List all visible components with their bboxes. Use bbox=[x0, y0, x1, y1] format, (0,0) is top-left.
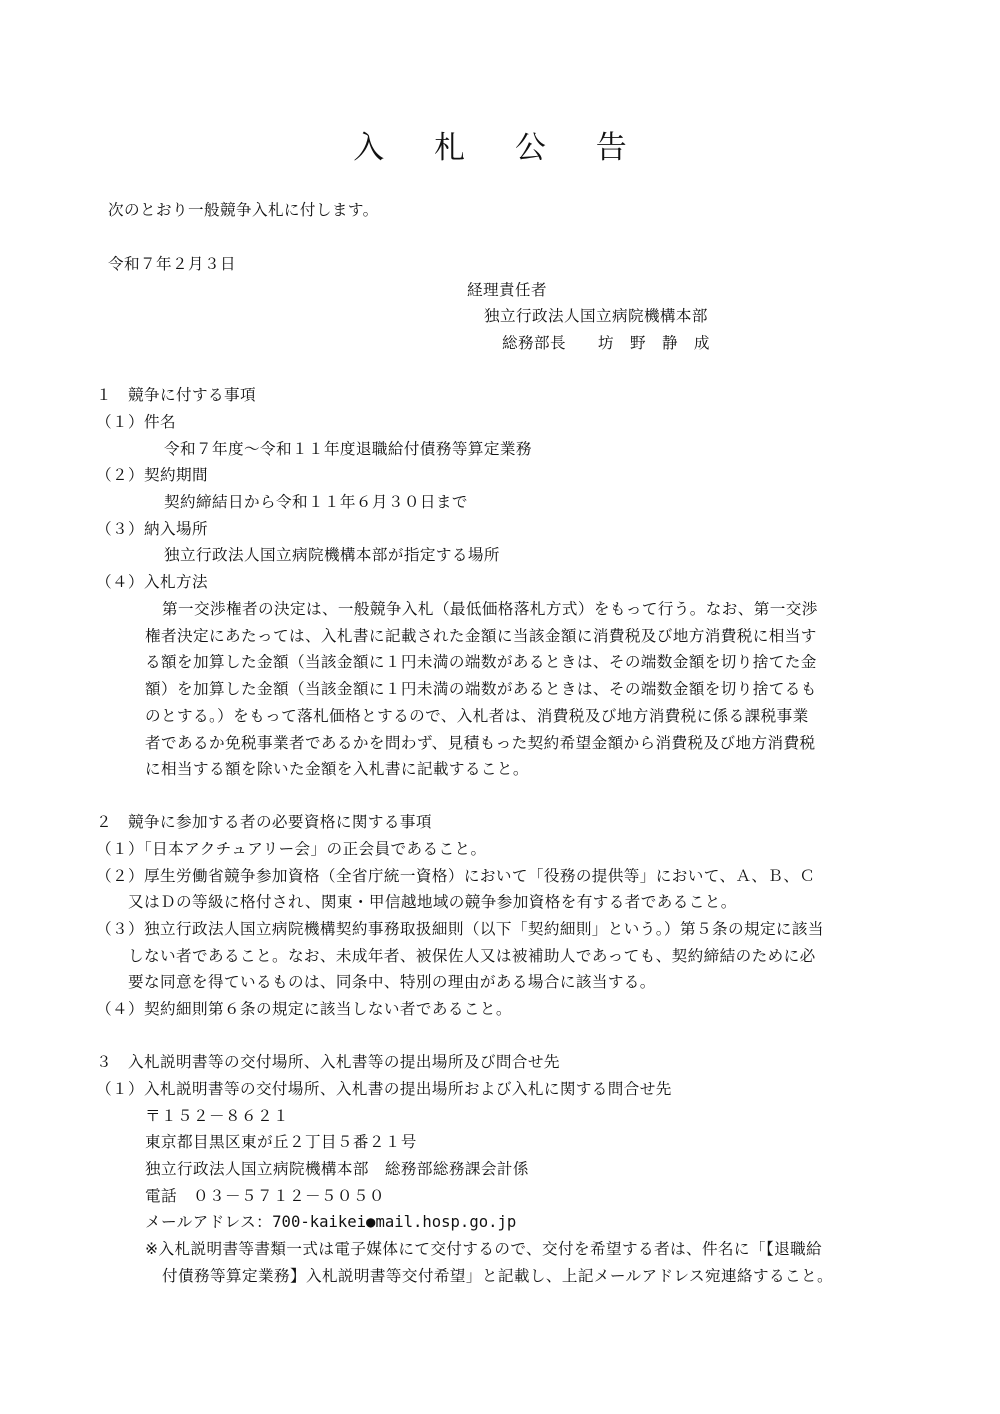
note-line: 付債務等算定業務】入札説明書等交付希望」と記載し、上記メールアドレス宛連絡すること。 bbox=[162, 1267, 833, 1285]
section1-item4-line: 権者決定にあたっては、入札書に記載された金額に当該金額に消費税及び地方消費税に相当す bbox=[145, 627, 817, 645]
section1-heading: １ 競争に付する事項 bbox=[96, 386, 256, 404]
section2-line: （２）厚生労働省競争参加資格（全省庁統一資格）において「役務の提供等」において、Ａ、Ｂ、Ｃ bbox=[96, 867, 816, 885]
section1-item4-line: に相当する額を除いた金額を入札書に記載すること。 bbox=[145, 760, 529, 778]
section1-item4-label: （４）入札方法 bbox=[96, 573, 208, 591]
section1-item2-label: （２）契約期間 bbox=[96, 466, 208, 484]
email-label: メールアドレス： bbox=[145, 1213, 273, 1231]
section1-item1-value: 令和７年度～令和１１年度退職給付債務等算定業務 bbox=[164, 440, 532, 458]
section2-line: 要な同意を得ているものは、同条中、特別の理由がある場合に該当する。 bbox=[128, 973, 656, 991]
section2-line: しない者であること。なお、未成年者、被保佐人又は被補助人であっても、契約締結のために必 bbox=[128, 947, 816, 965]
issuer-organization: 独立行政法人国立病院機構本部 bbox=[484, 307, 708, 325]
section1-item3-value: 独立行政法人国立病院機構本部が指定する場所 bbox=[164, 546, 500, 564]
section2-line: （４）契約細則第６条の規定に該当しない者であること。 bbox=[96, 1000, 512, 1018]
section1-item4-line: のとする。）をもって落札価格とするので、入札者は、消費税及び地方消費税に係る課税事業 bbox=[145, 707, 809, 725]
notice-date: 令和７年２月３日 bbox=[108, 255, 236, 273]
email-line bbox=[145, 1212, 516, 1232]
section2-line: （１）「日本アクチュアリー会」の正会員であること。 bbox=[96, 840, 487, 858]
intro-text: 次のとおり一般競争入札に付します。 bbox=[108, 201, 379, 219]
address: 東京都目黒区東が丘２丁目５番２１号 bbox=[145, 1133, 417, 1151]
email-address: 700-kaikei●mail.hosp.go.jp bbox=[272, 1213, 517, 1231]
section2-line: 又はＤの等級に格付され、関東・甲信越地域の競争参加資格を有する者であること。 bbox=[128, 893, 737, 911]
section1-item4-line: 第一交渉権者の決定は、一般競争入札（最低価格落札方式）をもって行う。なお、第一交渉 bbox=[162, 600, 818, 618]
section2-heading: ２ 競争に参加する者の必要資格に関する事項 bbox=[96, 813, 432, 831]
postal-code: 〒１５２－８６２１ bbox=[145, 1107, 289, 1125]
section1-item1-label: （１）件名 bbox=[96, 413, 176, 431]
section3-heading: ３ 入札説明書等の交付場所、入札書等の提出場所及び問合せ先 bbox=[96, 1053, 560, 1071]
document-title: 入 札 公 告 bbox=[353, 130, 647, 166]
issuer-role: 経理責任者 bbox=[467, 281, 547, 299]
section2-line: （３）独立行政法人国立病院機構契約事務取扱細則（以下「契約細則」という。）第５条の規定に該当 bbox=[96, 920, 824, 938]
note-line: ※入札説明書等書類一式は電子媒体にて交付するので、交付を希望する者は、件名に「【退職給 bbox=[145, 1240, 823, 1258]
section1-item2-value: 契約締結日から令和１１年６月３０日まで bbox=[164, 493, 468, 511]
section1-item3-label: （３）納入場所 bbox=[96, 520, 208, 538]
section1-item4-line: 者であるか免税事業者であるかを問わず、見積もった契約希望金額から消費税及び地方消費税 bbox=[145, 734, 816, 752]
section1-item4-line: る額を加算した金額（当該金額に１円未満の端数があるときは、その端数金額を切り捨てた金 bbox=[145, 653, 817, 671]
section3-item1-label: （１）入札説明書等の交付場所、入札書の提出場所および入札に関する問合せ先 bbox=[96, 1080, 672, 1098]
phone-number: 電話 ０３－５７１２－５０５０ bbox=[145, 1187, 385, 1205]
section1-item4-line: 額）を加算した金額（当該金額に１円未満の端数があるときは、その端数金額を切り捨てるも bbox=[145, 680, 817, 698]
issuer-position-name: 総務部長 坊 野 静 成 bbox=[502, 334, 710, 352]
office-name: 独立行政法人国立病院機構本部 総務部総務課会計係 bbox=[145, 1160, 529, 1178]
